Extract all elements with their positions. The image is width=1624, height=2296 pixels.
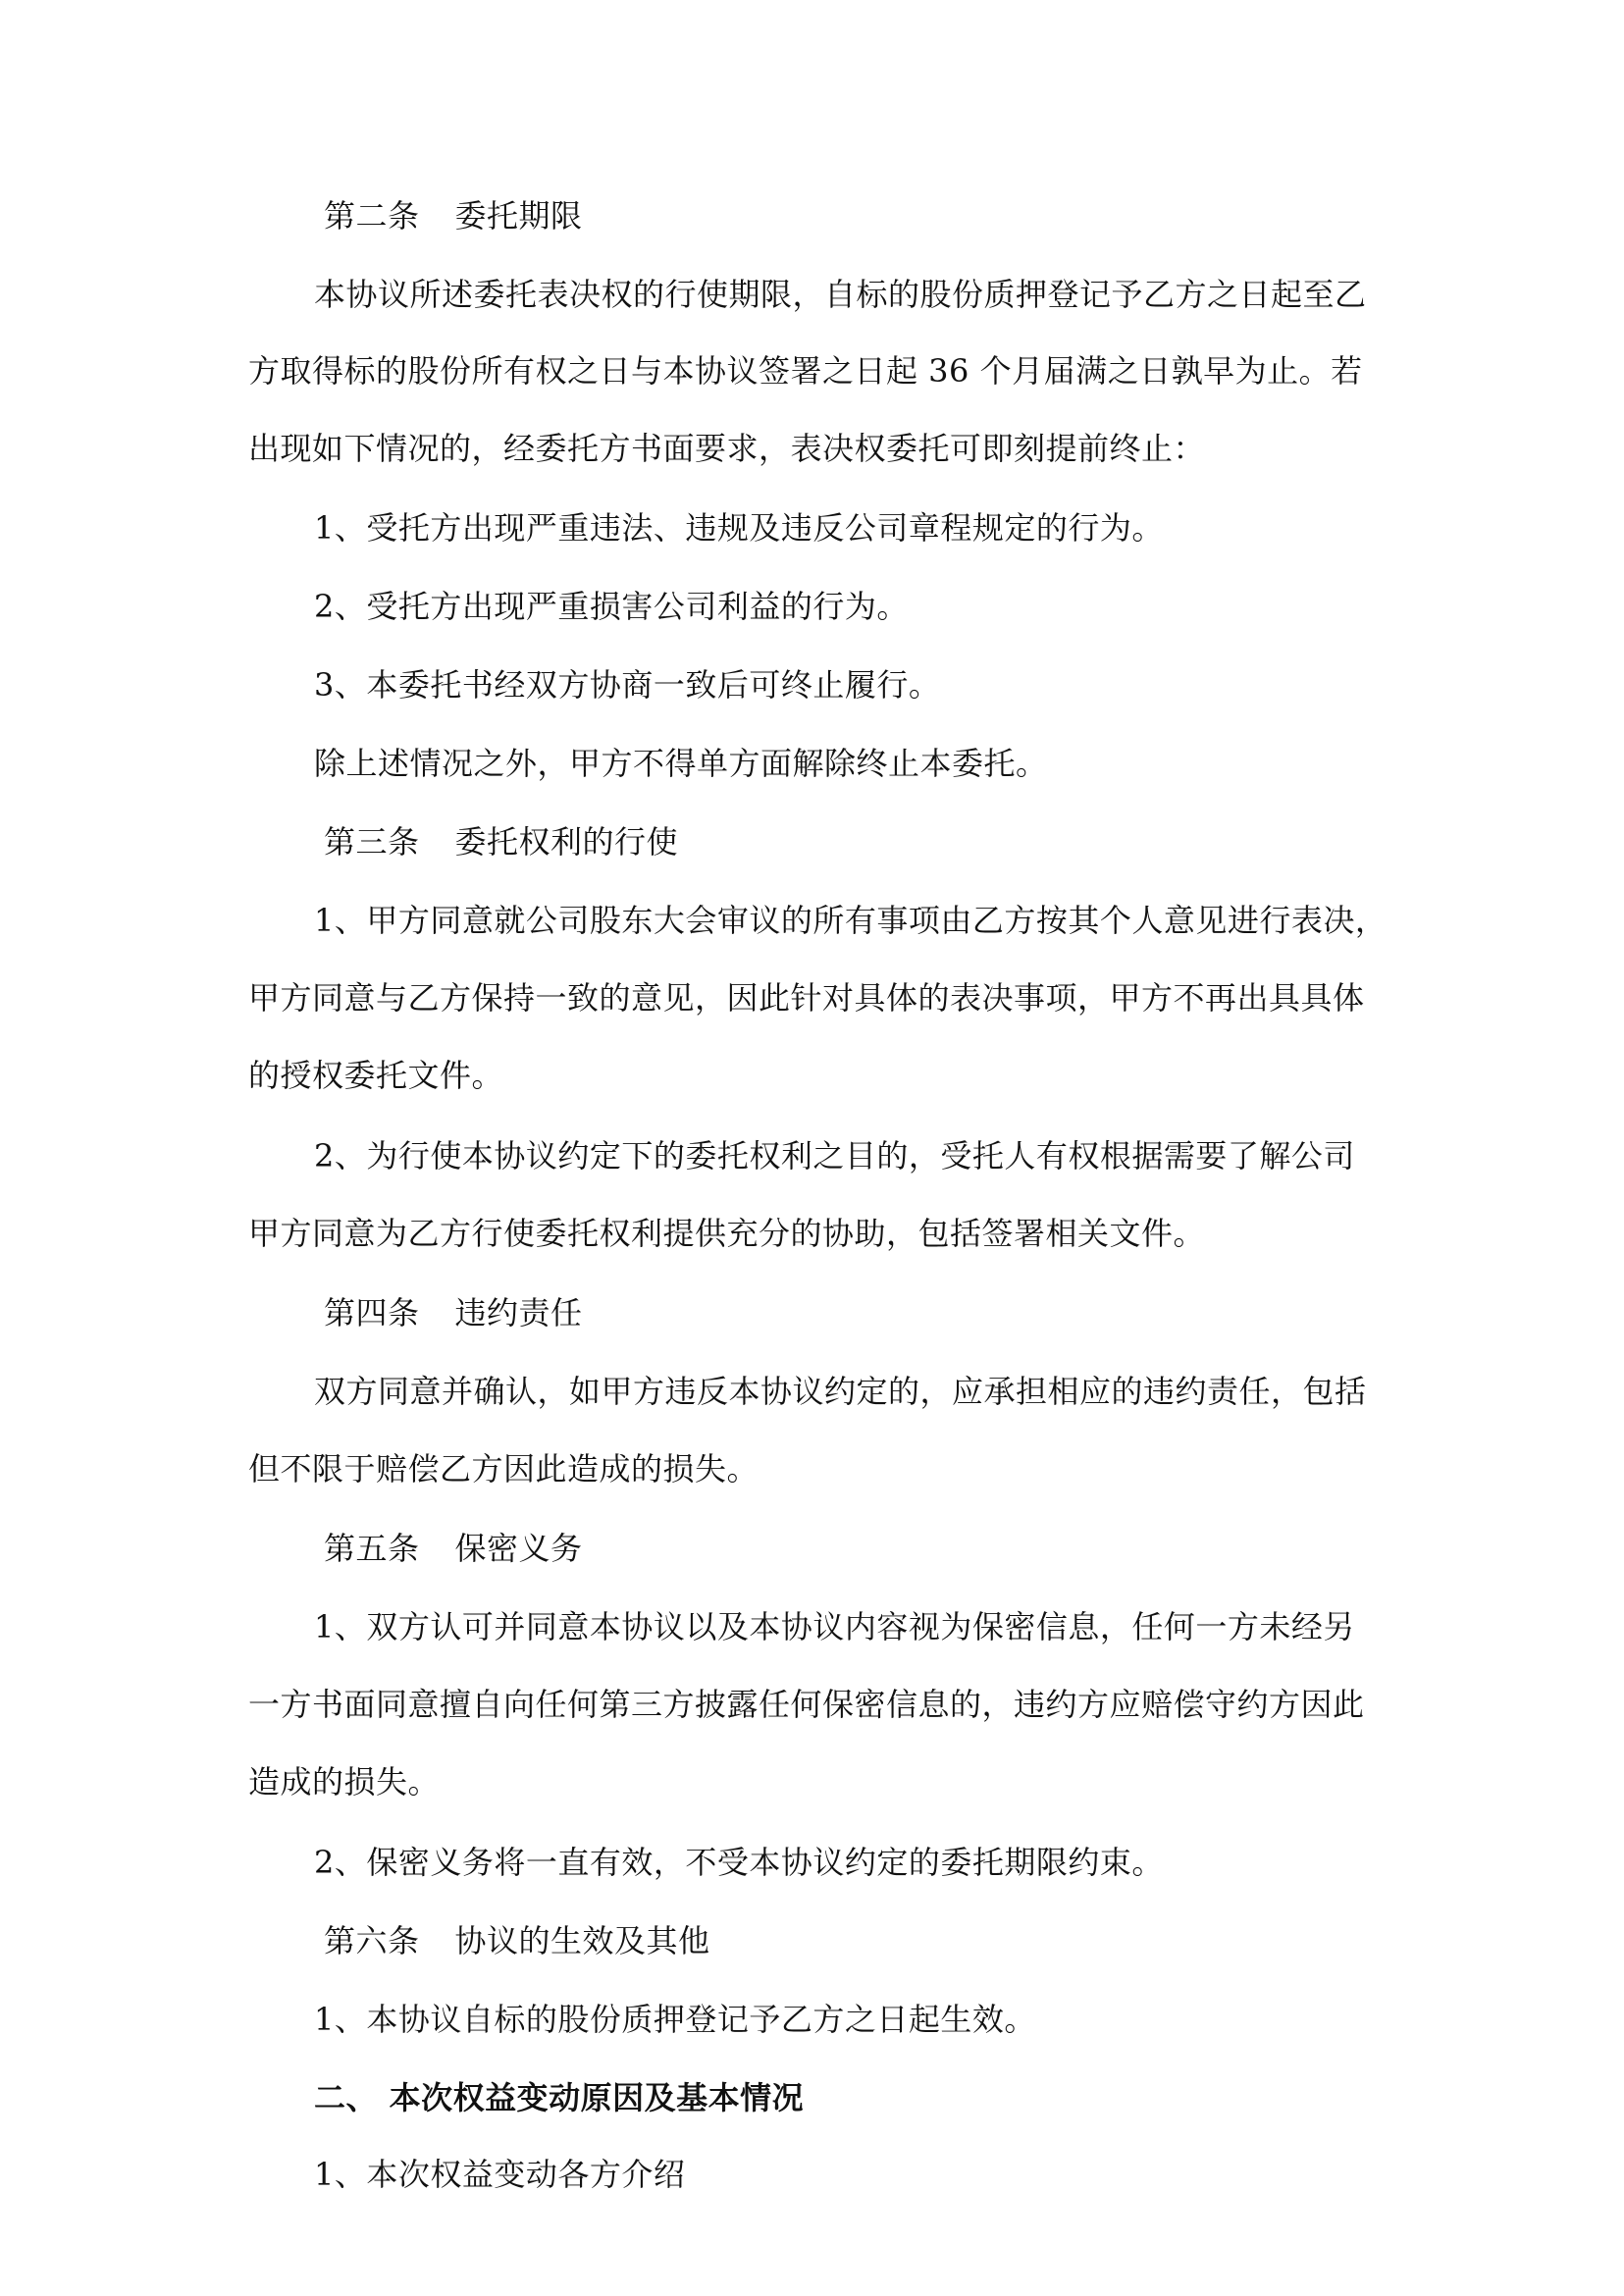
paragraph-line: 本协议所述委托表决权的行使期限，自标的股份质押登记予乙方之日起至乙 xyxy=(314,276,1367,313)
list-item: 2、保密义务将一直有效，不受本协议约定的委托期限约束。 xyxy=(314,1844,1164,1881)
article-number: 第五条 xyxy=(324,1530,420,1567)
paragraph-line: 方取得标的股份所有权之日与本协议签署之日起 36 个月届满之日孰早为止。若 xyxy=(248,352,1363,390)
paragraph-line: 造成的损失。 xyxy=(248,1763,441,1800)
paragraph-line: 甲方同意为乙方行使委托权利提供充分的协助，包括签署相关文件。 xyxy=(248,1215,1206,1252)
article-2-heading xyxy=(324,196,583,235)
paragraph-line: 但不限于赔偿乙方因此造成的损失。 xyxy=(248,1450,760,1487)
article-title: 委托期限 xyxy=(454,197,583,235)
paragraph-line: 双方同意并确认，如甲方违反本协议约定的，应承担相应的违约责任，包括 xyxy=(314,1373,1367,1410)
list-item: 2、为行使本协议约定下的委托权利之目的，受托人有权根据需要了解公司 xyxy=(314,1137,1355,1174)
list-item: 1、本协议自标的股份质押登记予乙方之日起生效。 xyxy=(314,2001,1036,2038)
article-title: 协议的生效及其他 xyxy=(454,1922,710,1959)
article-4-heading xyxy=(324,1293,583,1332)
article-number: 第二条 xyxy=(324,197,420,235)
article-6-heading xyxy=(324,1921,710,1960)
paragraph-line: 除上述情况之外，甲方不得单方面解除终止本委托。 xyxy=(314,745,1048,782)
paragraph-line: 出现如下情况的，经委托方书面要求，表决权委托可即刻提前终止： xyxy=(248,430,1206,467)
list-item: 1、甲方同意就公司股东大会审议的所有事项由乙方按其个人意见进行表决， xyxy=(314,902,1388,939)
article-number: 第六条 xyxy=(324,1922,420,1959)
article-3-heading xyxy=(324,822,678,861)
article-title: 委托权利的行使 xyxy=(454,823,679,861)
list-item: 2、受托方出现严重损害公司利益的行为。 xyxy=(314,588,909,625)
article-5-heading xyxy=(324,1529,583,1568)
article-number: 第三条 xyxy=(324,823,420,861)
list-item: 1、双方认可并同意本协议以及本协议内容视为保密信息，任何一方未经另 xyxy=(314,1608,1355,1645)
paragraph-line: 一方书面同意擅自向任何第三方披露任何保密信息的，违约方应赔偿守约方因此 xyxy=(248,1686,1365,1723)
article-number: 第四条 xyxy=(324,1294,420,1331)
section-heading: 二、 本次权益变动原因及基本情况 xyxy=(314,2079,805,2116)
paragraph-line: 甲方同意与乙方保持一致的意见，因此针对具体的表决事项，甲方不再出具具体 xyxy=(248,979,1365,1017)
list-item: 3、本委托书经双方协商一致后可终止履行。 xyxy=(314,666,941,704)
article-title: 违约责任 xyxy=(454,1294,583,1331)
list-item: 1、本次权益变动各方介绍 xyxy=(314,2156,686,2193)
article-title: 保密义务 xyxy=(454,1530,583,1567)
paragraph-line: 的授权委托文件。 xyxy=(248,1057,504,1094)
list-item: 1、受托方出现严重违法、违规及违反公司章程规定的行为。 xyxy=(314,509,1164,547)
